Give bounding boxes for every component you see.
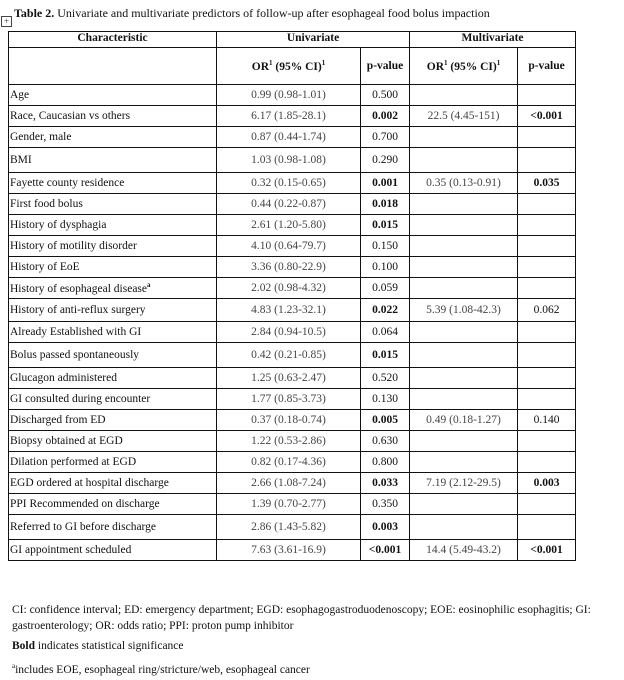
multi-p-cell: 0.003 bbox=[518, 473, 576, 494]
multi-p-cell bbox=[518, 215, 576, 236]
multi-p-cell bbox=[518, 278, 576, 299]
table-row bbox=[9, 127, 576, 148]
multi-or-cell bbox=[410, 215, 518, 236]
table-row bbox=[9, 322, 576, 343]
multi-p-cell bbox=[518, 257, 576, 278]
table-row bbox=[9, 106, 576, 127]
table-row bbox=[9, 148, 576, 173]
uni-or-cell: 7.63 (3.61-16.9) bbox=[217, 540, 361, 561]
table-row bbox=[9, 173, 576, 194]
table-row bbox=[9, 410, 576, 431]
multi-or-cell bbox=[410, 194, 518, 215]
multi-or-cell bbox=[410, 515, 518, 540]
multi-p-cell: <0.001 bbox=[518, 540, 576, 561]
uni-or-cell: 1.03 (0.98-1.08) bbox=[217, 148, 361, 173]
uni-p-cell: 0.059 bbox=[361, 278, 410, 299]
row-label: History of anti-reflux surgery bbox=[9, 299, 217, 322]
uni-or-cell: 1.22 (0.53-2.86) bbox=[217, 431, 361, 452]
uni-or-cell: 2.84 (0.94-10.5) bbox=[217, 322, 361, 343]
multi-or-cell: 0.35 (0.13-0.91) bbox=[410, 173, 518, 194]
uni-p-cell: 0.064 bbox=[361, 322, 410, 343]
multi-or-cell: 5.39 (1.08-42.3) bbox=[410, 299, 518, 322]
row-label: History of esophageal disease$^a$ bbox=[9, 278, 217, 299]
multi-or-cell bbox=[410, 85, 518, 106]
multi-p-header: p-value bbox=[518, 48, 576, 85]
multi-or-cell bbox=[410, 368, 518, 389]
multi-p-cell bbox=[518, 236, 576, 257]
uni-or-cell: 2.86 (1.43-5.82) bbox=[217, 515, 361, 540]
row-label: History of motility disorder bbox=[9, 236, 217, 257]
multi-or-cell bbox=[410, 431, 518, 452]
table-row bbox=[9, 515, 576, 540]
table-row bbox=[9, 194, 576, 215]
uni-p-cell: 0.800 bbox=[361, 452, 410, 473]
row-label: EGD ordered at hospital discharge bbox=[9, 473, 217, 494]
table-row bbox=[9, 540, 576, 561]
uni-p-cell: 0.015 bbox=[361, 215, 410, 236]
uni-p-cell: 0.005 bbox=[361, 410, 410, 431]
multi-p-cell: 0.140 bbox=[518, 410, 576, 431]
uni-or-cell: 4.83 (1.23-32.1) bbox=[217, 299, 361, 322]
table-row bbox=[9, 215, 576, 236]
row-label: Bolus passed spontaneously bbox=[9, 343, 217, 368]
uni-or-cell: 1.25 (0.63-2.47) bbox=[217, 368, 361, 389]
row-label: Referred to GI before discharge bbox=[9, 515, 217, 540]
row-label: BMI bbox=[9, 148, 217, 173]
bold-note: Bold indicates statistical significance bbox=[12, 640, 184, 652]
results-table bbox=[8, 31, 576, 561]
uni-p-cell: 0.130 bbox=[361, 389, 410, 410]
group-header-row bbox=[9, 32, 576, 48]
multi-or-cell bbox=[410, 452, 518, 473]
table-row bbox=[9, 389, 576, 410]
multi-or-cell bbox=[410, 322, 518, 343]
uni-or-cell: 0.99 (0.98-1.01) bbox=[217, 85, 361, 106]
uni-or-cell: 2.66 (1.08-7.24) bbox=[217, 473, 361, 494]
row-label: Dilation performed at EGD bbox=[9, 452, 217, 473]
uni-p-cell: 0.015 bbox=[361, 343, 410, 368]
multivariate-header: Multivariate bbox=[410, 32, 576, 48]
table-title-label: Table 2. bbox=[14, 6, 55, 20]
row-label: Glucagon administered bbox=[9, 368, 217, 389]
table-row bbox=[9, 299, 576, 322]
multi-or-cell bbox=[410, 236, 518, 257]
univariate-header: Univariate bbox=[217, 32, 410, 48]
uni-p-header: p-value bbox=[361, 48, 410, 85]
uni-p-cell: 0.003 bbox=[361, 515, 410, 540]
multi-or-cell: 0.49 (0.18-1.27) bbox=[410, 410, 518, 431]
multi-or-cell: 7.19 (2.12-29.5) bbox=[410, 473, 518, 494]
uni-p-cell: 0.001 bbox=[361, 173, 410, 194]
uni-p-cell: 0.350 bbox=[361, 494, 410, 515]
uni-p-cell: 0.630 bbox=[361, 431, 410, 452]
table-move-handle-icon[interactable]: + bbox=[1, 16, 12, 27]
multi-p-cell bbox=[518, 127, 576, 148]
footnotes bbox=[12, 602, 618, 678]
multi-p-cell bbox=[518, 343, 576, 368]
uni-p-cell: <0.001 bbox=[361, 540, 410, 561]
uni-or-cell: 3.36 (0.80-22.9) bbox=[217, 257, 361, 278]
row-label: History of dysphagia bbox=[9, 215, 217, 236]
multi-or-cell bbox=[410, 343, 518, 368]
uni-p-cell: 0.033 bbox=[361, 473, 410, 494]
uni-p-cell: 0.002 bbox=[361, 106, 410, 127]
multi-or-header: $OR^1$ (95% CI)$^1$ bbox=[410, 48, 518, 85]
multi-p-cell bbox=[518, 431, 576, 452]
multi-p-cell bbox=[518, 194, 576, 215]
row-label: GI consulted during encounter bbox=[9, 389, 217, 410]
uni-or-cell: 0.37 (0.18-0.74) bbox=[217, 410, 361, 431]
uni-or-cell: 1.39 (0.70-2.77) bbox=[217, 494, 361, 515]
row-label: Discharged from ED bbox=[9, 410, 217, 431]
row-label: Fayette county residence bbox=[9, 173, 217, 194]
multi-or-cell bbox=[410, 148, 518, 173]
multi-or-cell: 22.5 (4.45-151) bbox=[410, 106, 518, 127]
uni-or-header: $OR^1$ (95% CI)$^1$ bbox=[217, 48, 361, 85]
multi-p-cell bbox=[518, 515, 576, 540]
row-label: Gender, male bbox=[9, 127, 217, 148]
row-label: Race, Caucasian vs others bbox=[9, 106, 217, 127]
row-label: First food bolus bbox=[9, 194, 217, 215]
table-row bbox=[9, 431, 576, 452]
multi-p-cell bbox=[518, 322, 576, 343]
uni-or-cell: 2.02 (0.98-4.32) bbox=[217, 278, 361, 299]
row-label: Biopsy obtained at EGD bbox=[9, 431, 217, 452]
multi-p-cell bbox=[518, 494, 576, 515]
table-row bbox=[9, 85, 576, 106]
row-label: GI appointment scheduled bbox=[9, 540, 217, 561]
multi-or-cell bbox=[410, 127, 518, 148]
uni-or-cell: 6.17 (1.85-28.1) bbox=[217, 106, 361, 127]
uni-p-cell: 0.520 bbox=[361, 368, 410, 389]
multi-p-cell bbox=[518, 368, 576, 389]
row-label: Already Established with GI bbox=[9, 322, 217, 343]
uni-p-cell: 0.500 bbox=[361, 85, 410, 106]
multi-p-cell bbox=[518, 452, 576, 473]
multi-p-cell: <0.001 bbox=[518, 106, 576, 127]
table-row bbox=[9, 494, 576, 515]
uni-or-cell: 2.61 (1.20-5.80) bbox=[217, 215, 361, 236]
row-label: Age bbox=[9, 85, 217, 106]
abbreviations-note: CI: confidence interval; ED: emergency department; EGD: esophagogastroduodenoscopy; EOE: eosinophilic esophagitis; GI: gastroenterology; OR: odds ratio; PPI: proton pump inhibitor bbox=[12, 604, 591, 632]
table-row bbox=[9, 452, 576, 473]
uni-or-cell: 0.42 (0.21-0.85) bbox=[217, 343, 361, 368]
multi-p-cell bbox=[518, 85, 576, 106]
multi-or-cell bbox=[410, 494, 518, 515]
table-row bbox=[9, 473, 576, 494]
uni-p-cell: 0.700 bbox=[361, 127, 410, 148]
blank-header-cell bbox=[9, 48, 217, 85]
multi-p-cell bbox=[518, 389, 576, 410]
table-row bbox=[9, 257, 576, 278]
characteristic-header: Characteristic bbox=[9, 32, 217, 48]
table-title bbox=[14, 6, 490, 21]
row-label: History of EoE bbox=[9, 257, 217, 278]
multi-p-cell bbox=[518, 148, 576, 173]
multi-or-cell bbox=[410, 278, 518, 299]
table-row bbox=[9, 236, 576, 257]
table-row bbox=[9, 368, 576, 389]
uni-or-cell: 1.77 (0.85-3.73) bbox=[217, 389, 361, 410]
uni-or-cell: 0.44 (0.22-0.87) bbox=[217, 194, 361, 215]
uni-or-cell: 0.82 (0.17-4.36) bbox=[217, 452, 361, 473]
uni-or-cell: 4.10 (0.64-79.7) bbox=[217, 236, 361, 257]
multi-or-cell: 14.4 (5.49-43.2) bbox=[410, 540, 518, 561]
table-body bbox=[9, 85, 576, 561]
table-row bbox=[9, 343, 576, 368]
table-title-text: Univariate and multivariate predictors of follow-up after esophageal food bolus impaction bbox=[57, 6, 490, 20]
uni-p-cell: 0.290 bbox=[361, 148, 410, 173]
multi-or-cell bbox=[410, 389, 518, 410]
uni-p-cell: 0.022 bbox=[361, 299, 410, 322]
uni-p-cell: 0.150 bbox=[361, 236, 410, 257]
row-label: PPI Recommended on discharge bbox=[9, 494, 217, 515]
uni-or-cell: 0.32 (0.15-0.65) bbox=[217, 173, 361, 194]
multi-p-cell: 0.062 bbox=[518, 299, 576, 322]
superscript-a-note: $^a$includes EOE, esophageal ring/stricture/web, esophageal cancer bbox=[12, 662, 310, 676]
table-row bbox=[9, 278, 576, 299]
uni-p-cell: 0.018 bbox=[361, 194, 410, 215]
uni-p-cell: 0.100 bbox=[361, 257, 410, 278]
multi-or-cell bbox=[410, 257, 518, 278]
uni-or-cell: 0.87 (0.44-1.74) bbox=[217, 127, 361, 148]
column-header-row bbox=[9, 48, 576, 85]
multi-p-cell: 0.035 bbox=[518, 173, 576, 194]
